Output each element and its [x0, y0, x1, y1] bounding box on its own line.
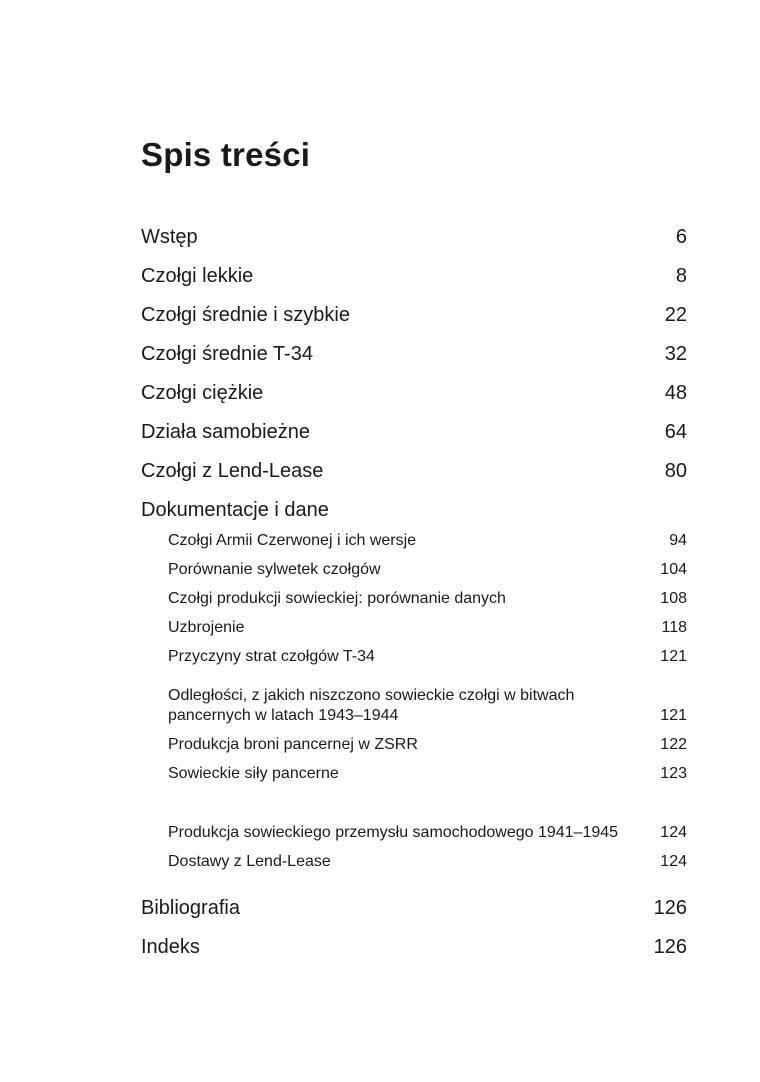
toc-subentry[interactable] [168, 726, 687, 755]
toc-entry-page: 126 [653, 936, 687, 958]
toc-subentry-label: Produkcja broni pancernej w ZSRR [168, 736, 418, 753]
toc-subentry-label: Dostawy z Lend-Lease [168, 853, 331, 870]
toc-subentry-label: Sowieckie siły pancerne [168, 765, 339, 782]
toc-entry-page: 6 [675, 226, 687, 248]
toc-entry-page: 48 [664, 382, 687, 404]
toc-entry-czolgi-srednie-szybkie[interactable] [141, 288, 687, 327]
toc-subentry[interactable] [168, 609, 687, 638]
toc-entry-wstep[interactable] [141, 210, 687, 249]
toc-entry-label: Działa samobieżne [141, 421, 310, 443]
toc-entry-page: 64 [664, 421, 687, 443]
toc-entry-label: Czołgi ciężkie [141, 382, 264, 404]
toc-entry-label: Indeks [141, 936, 200, 958]
toc-subentry-page: 118 [661, 619, 687, 636]
toc-section-label: Dokumentacje i dane [141, 499, 329, 521]
toc-entry-bibliografia[interactable] [141, 881, 687, 920]
toc-entry-label: Czołgi z Lend-Lease [141, 460, 324, 482]
toc-subentry-label: Przyczyny strat czołgów T-34 [168, 648, 375, 665]
toc-subentry-page: 94 [669, 532, 687, 549]
toc-entry-czolgi-ciezkie[interactable] [141, 366, 687, 405]
toc-subentry[interactable] [168, 522, 687, 551]
toc-subentry[interactable] [168, 755, 687, 784]
toc-entry-page: 8 [675, 265, 687, 287]
toc-subentry-label: Produkcja sowieckiego przemysłu samochodowego 1941–1945 [168, 824, 619, 841]
toc-subentry-label: Czołgi produkcji sowieckiej: porównanie danych [168, 590, 506, 607]
toc-subentry[interactable] [168, 667, 687, 726]
toc-subentry[interactable] [168, 580, 687, 609]
toc-entry-czolgi-srednie-t34[interactable] [141, 327, 687, 366]
toc-subentry-page: 108 [660, 590, 687, 607]
toc-entry-page: 22 [664, 304, 687, 326]
toc-entry-indeks[interactable] [141, 920, 687, 959]
toc-entry-page: 80 [664, 460, 687, 482]
toc-subentry-page: 122 [660, 736, 687, 753]
toc-list [141, 210, 687, 959]
toc-entry-dziala-samobiezne[interactable] [141, 405, 687, 444]
toc-entry-label: Bibliografia [141, 897, 240, 919]
toc-subentry[interactable] [168, 551, 687, 580]
toc-subentry-page: 123 [660, 765, 687, 782]
toc-entry-page: 126 [653, 897, 687, 919]
toc-subentry[interactable] [168, 784, 687, 843]
toc-subentry-label: Czołgi Armii Czerwonej i ich wersje [168, 532, 417, 549]
toc-subentry-label: Odległości, z jakich niszczono sowieckie czołgi w bitwach pancernych w latach 1943–1944 [168, 687, 575, 724]
toc-entry-label: Czołgi średnie i szybkie [141, 304, 350, 326]
toc-subentry-page: 121 [660, 648, 687, 665]
toc-entry-label: Czołgi średnie T-34 [141, 343, 313, 365]
toc-subentry-label: Uzbrojenie [168, 619, 245, 636]
toc-subentry-page: 104 [660, 561, 687, 578]
toc-entry-label: Czołgi lekkie [141, 265, 254, 287]
toc-subentry[interactable] [168, 638, 687, 667]
toc-subentry-page: 121 [660, 707, 687, 724]
toc-section-dokumentacje[interactable] [141, 483, 687, 522]
spacer [141, 872, 687, 881]
toc-entry-label: Wstęp [141, 226, 198, 248]
toc-entry-czolgi-lekkie[interactable] [141, 249, 687, 288]
toc-subentry-page: 124 [660, 853, 687, 870]
toc-entry-lend-lease[interactable] [141, 444, 687, 483]
toc-subentry[interactable] [168, 843, 687, 872]
toc-subentry-label: Porównanie sylwetek czołgów [168, 561, 381, 578]
toc-subentry-page: 124 [660, 824, 687, 841]
toc-entry-page: 32 [664, 343, 687, 365]
page-title: Spis treści [141, 136, 311, 173]
